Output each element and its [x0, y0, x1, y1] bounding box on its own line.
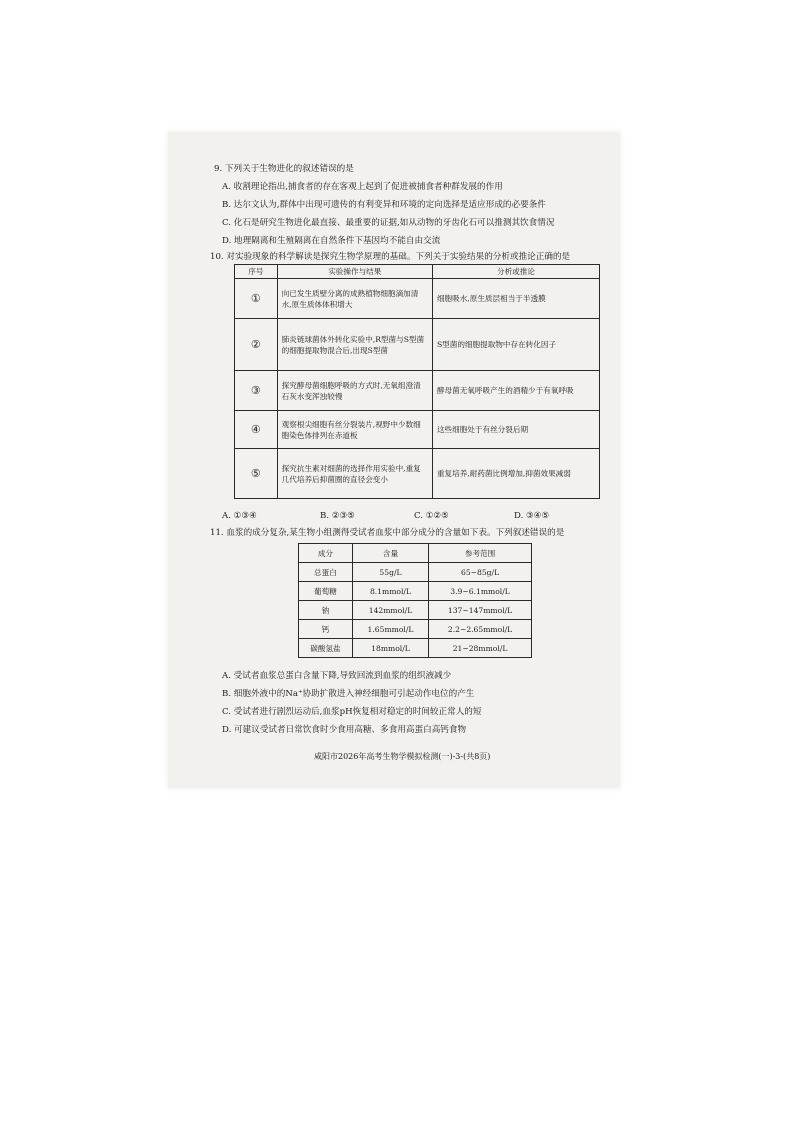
table-row [235, 279, 600, 319]
q9-stem: 9. 下列关于生物进化的叙述错误的是 [214, 164, 354, 174]
row-analysis: 酵母菌无氧呼吸产生的酒精少于有氧呼吸 [432, 371, 599, 411]
q11-option-d: D. 可建议受试者日常饮食时少食用高糖、多食用高蛋白高钙食物 [222, 725, 467, 735]
row-operation: 观察根尖细胞有丝分裂装片,视野中少数细胞染色体排列在赤道板 [277, 411, 432, 449]
row-number: ④ [235, 411, 278, 449]
cell-range: 3.9~6.1mmol/L [429, 582, 532, 601]
header-number: 序号 [235, 265, 278, 279]
table-row [299, 563, 532, 582]
q9-option-d: D. 地理隔离和生殖隔离在自然条件下基因均不能自由交流 [222, 236, 441, 246]
q11-table [298, 543, 532, 658]
row-operation: 肺炎链球菌体外转化实验中,R型菌与S型菌的细胞提取物混合后,出现S型菌 [277, 319, 432, 371]
cell-range: 21~28mmol/L [429, 639, 532, 658]
row-operation: 向已发生质壁分离的成熟植物细胞滴加清水,原生质体体积增大 [277, 279, 432, 319]
header-analysis: 分析或推论 [432, 265, 599, 279]
table-row [235, 411, 600, 449]
q10-choice-b: B. ②③⑤ [320, 511, 355, 521]
cell-range: 137~147mmol/L [429, 601, 532, 620]
table-row [299, 601, 532, 620]
header-component: 成分 [299, 544, 353, 563]
q11-option-c: C. 受试者进行剧烈运动后,血浆pH恢复相对稳定的时间较正常人的短 [222, 707, 482, 717]
row-number: ① [235, 279, 278, 319]
cell-component: 碳酸氢盐 [299, 639, 353, 658]
cell-range: 65~85g/L [429, 563, 532, 582]
row-operation: 探究酵母菌细胞呼吸的方式时,无氧组澄清石灰水变浑浊较慢 [277, 371, 432, 411]
row-operation: 探究抗生素对细菌的选择作用实验中,重复几代培养后抑菌圈的直径会变小 [277, 449, 432, 499]
cell-content: 55g/L [352, 563, 428, 582]
row-analysis: 这些细胞处于有丝分裂后期 [432, 411, 599, 449]
q11-option-b: B. 细胞外液中的Na⁺协助扩散进入神经细胞可引起动作电位的产生 [222, 689, 475, 699]
row-number: ③ [235, 371, 278, 411]
table-row [235, 371, 600, 411]
table-row [235, 449, 600, 499]
cell-range: 2.2~2.65mmol/L [429, 620, 532, 639]
cell-component: 钠 [299, 601, 353, 620]
q11-table-header [299, 544, 532, 563]
q10-table-header [235, 265, 600, 279]
q9-option-c: C. 化石是研究生物进化最直接、最重要的证据,如从动物的牙齿化石可以推测其饮食情况 [222, 218, 555, 228]
cell-content: 8.1mmol/L [352, 582, 428, 601]
cell-content: 142mmol/L [352, 601, 428, 620]
cell-component: 总蛋白 [299, 563, 353, 582]
q11-stem: 11. 血浆的成分复杂,某生物小组测得受试者血浆中部分成分的含量如下表。下列叙述错误的是 [210, 528, 565, 538]
q11-option-a: A. 受试者血浆总蛋白含量下降,导致回流到血浆的组织液减少 [222, 671, 452, 681]
q9-option-b: B. 达尔文认为,群体中出现可遗传的有利变异和环境的定向选择是适应形成的必要条件 [222, 200, 546, 210]
header-operation: 实验操作与结果 [277, 265, 432, 279]
q10-stem: 10. 对实验现象的科学解读是探究生物学原理的基础。下列关于实验结果的分析或推论正确的是 [210, 252, 571, 262]
q10-choice-d: D. ③④⑤ [514, 511, 550, 521]
table-row [299, 582, 532, 601]
row-analysis: 细胞吸水,原生质层相当于半透膜 [432, 279, 599, 319]
header-reference-range: 参考范围 [429, 544, 532, 563]
q10-choice-c: C. ①②⑤ [414, 511, 449, 521]
header-content: 含量 [352, 544, 428, 563]
row-number: ⑤ [235, 449, 278, 499]
cell-component: 钙 [299, 620, 353, 639]
cell-content: 18mmol/L [352, 639, 428, 658]
row-analysis: 重复培养,耐药菌比例增加,抑菌效果减弱 [432, 449, 599, 499]
page-footer: 咸阳市2026年高考生物学模拟检测(一)-3-(共8页) [314, 752, 491, 761]
q9-option-a: A. 收割理论指出,捕食者的存在客观上起到了促进被捕食者种群发展的作用 [222, 182, 503, 192]
table-row [235, 319, 600, 371]
cell-content: 1.65mmol/L [352, 620, 428, 639]
cell-component: 葡萄糖 [299, 582, 353, 601]
table-row [299, 639, 532, 658]
row-analysis: S型菌的细胞提取物中存在转化因子 [432, 319, 599, 371]
table-row [299, 620, 532, 639]
q10-choice-a: A. ①③④ [222, 511, 257, 521]
row-number: ② [235, 319, 278, 371]
q10-table [234, 264, 600, 499]
